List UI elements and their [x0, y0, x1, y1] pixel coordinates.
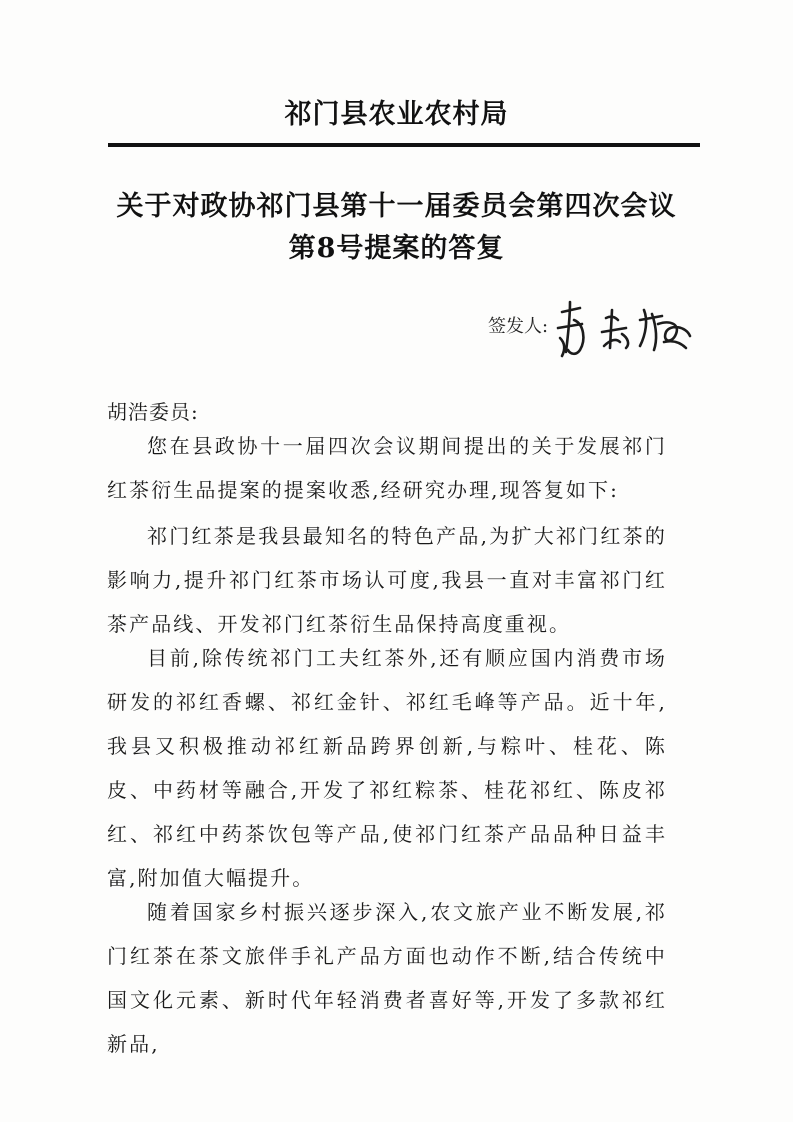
paragraph-2: 祁门红茶是我县最知名的特色产品,为扩大祁门红茶的影响力,提升祁门红茶市场认可度,我县一直对丰富祁门红茶产品线、开发祁门红茶衍生品保持高度重视。: [107, 524, 667, 636]
paragraph-1: 您在县政协十一届四次会议期间提出的关于发展祁门红茶衍生品提案的提案收悉,经研究办理,现答复如下:: [107, 434, 667, 502]
header-divider: [108, 143, 700, 147]
salutation: 胡浩委员:: [107, 400, 199, 424]
document-title-line-2: 第8号提案的答复: [288, 233, 505, 264]
signer-label: 签发人:: [488, 316, 549, 337]
paragraph-4: 随着国家乡村振兴逐步深入,农文旅产业不断发展,祁门红茶在茶文旅伴手礼产品方面也动作不断,结合传统中国文化元素、新时代年轻消费者喜好等,开发了多款祁红新品,: [107, 900, 667, 1056]
organization-header: 祁门县农业农村局: [284, 99, 509, 130]
paragraph-3: 目前,除传统祁门工夫红茶外,还有顺应国内消费市场研发的祁红香螺、祁红金针、祁红毛峰等产品。近十年,我县又积极推动祁红新品跨界创新,与粽叶、桂花、陈皮、中药材等融合,开发了祁红粽茶、桂花祁红、陈皮祁红、祁红中药茶饮包等产品,使祁门红茶产品品种日益丰富,附加值大幅提升。: [107, 646, 667, 890]
document-title-line-1: 关于对政协祁门县第十一届委员会第四次会议: [116, 191, 677, 222]
handwritten-signature: [540, 290, 700, 370]
